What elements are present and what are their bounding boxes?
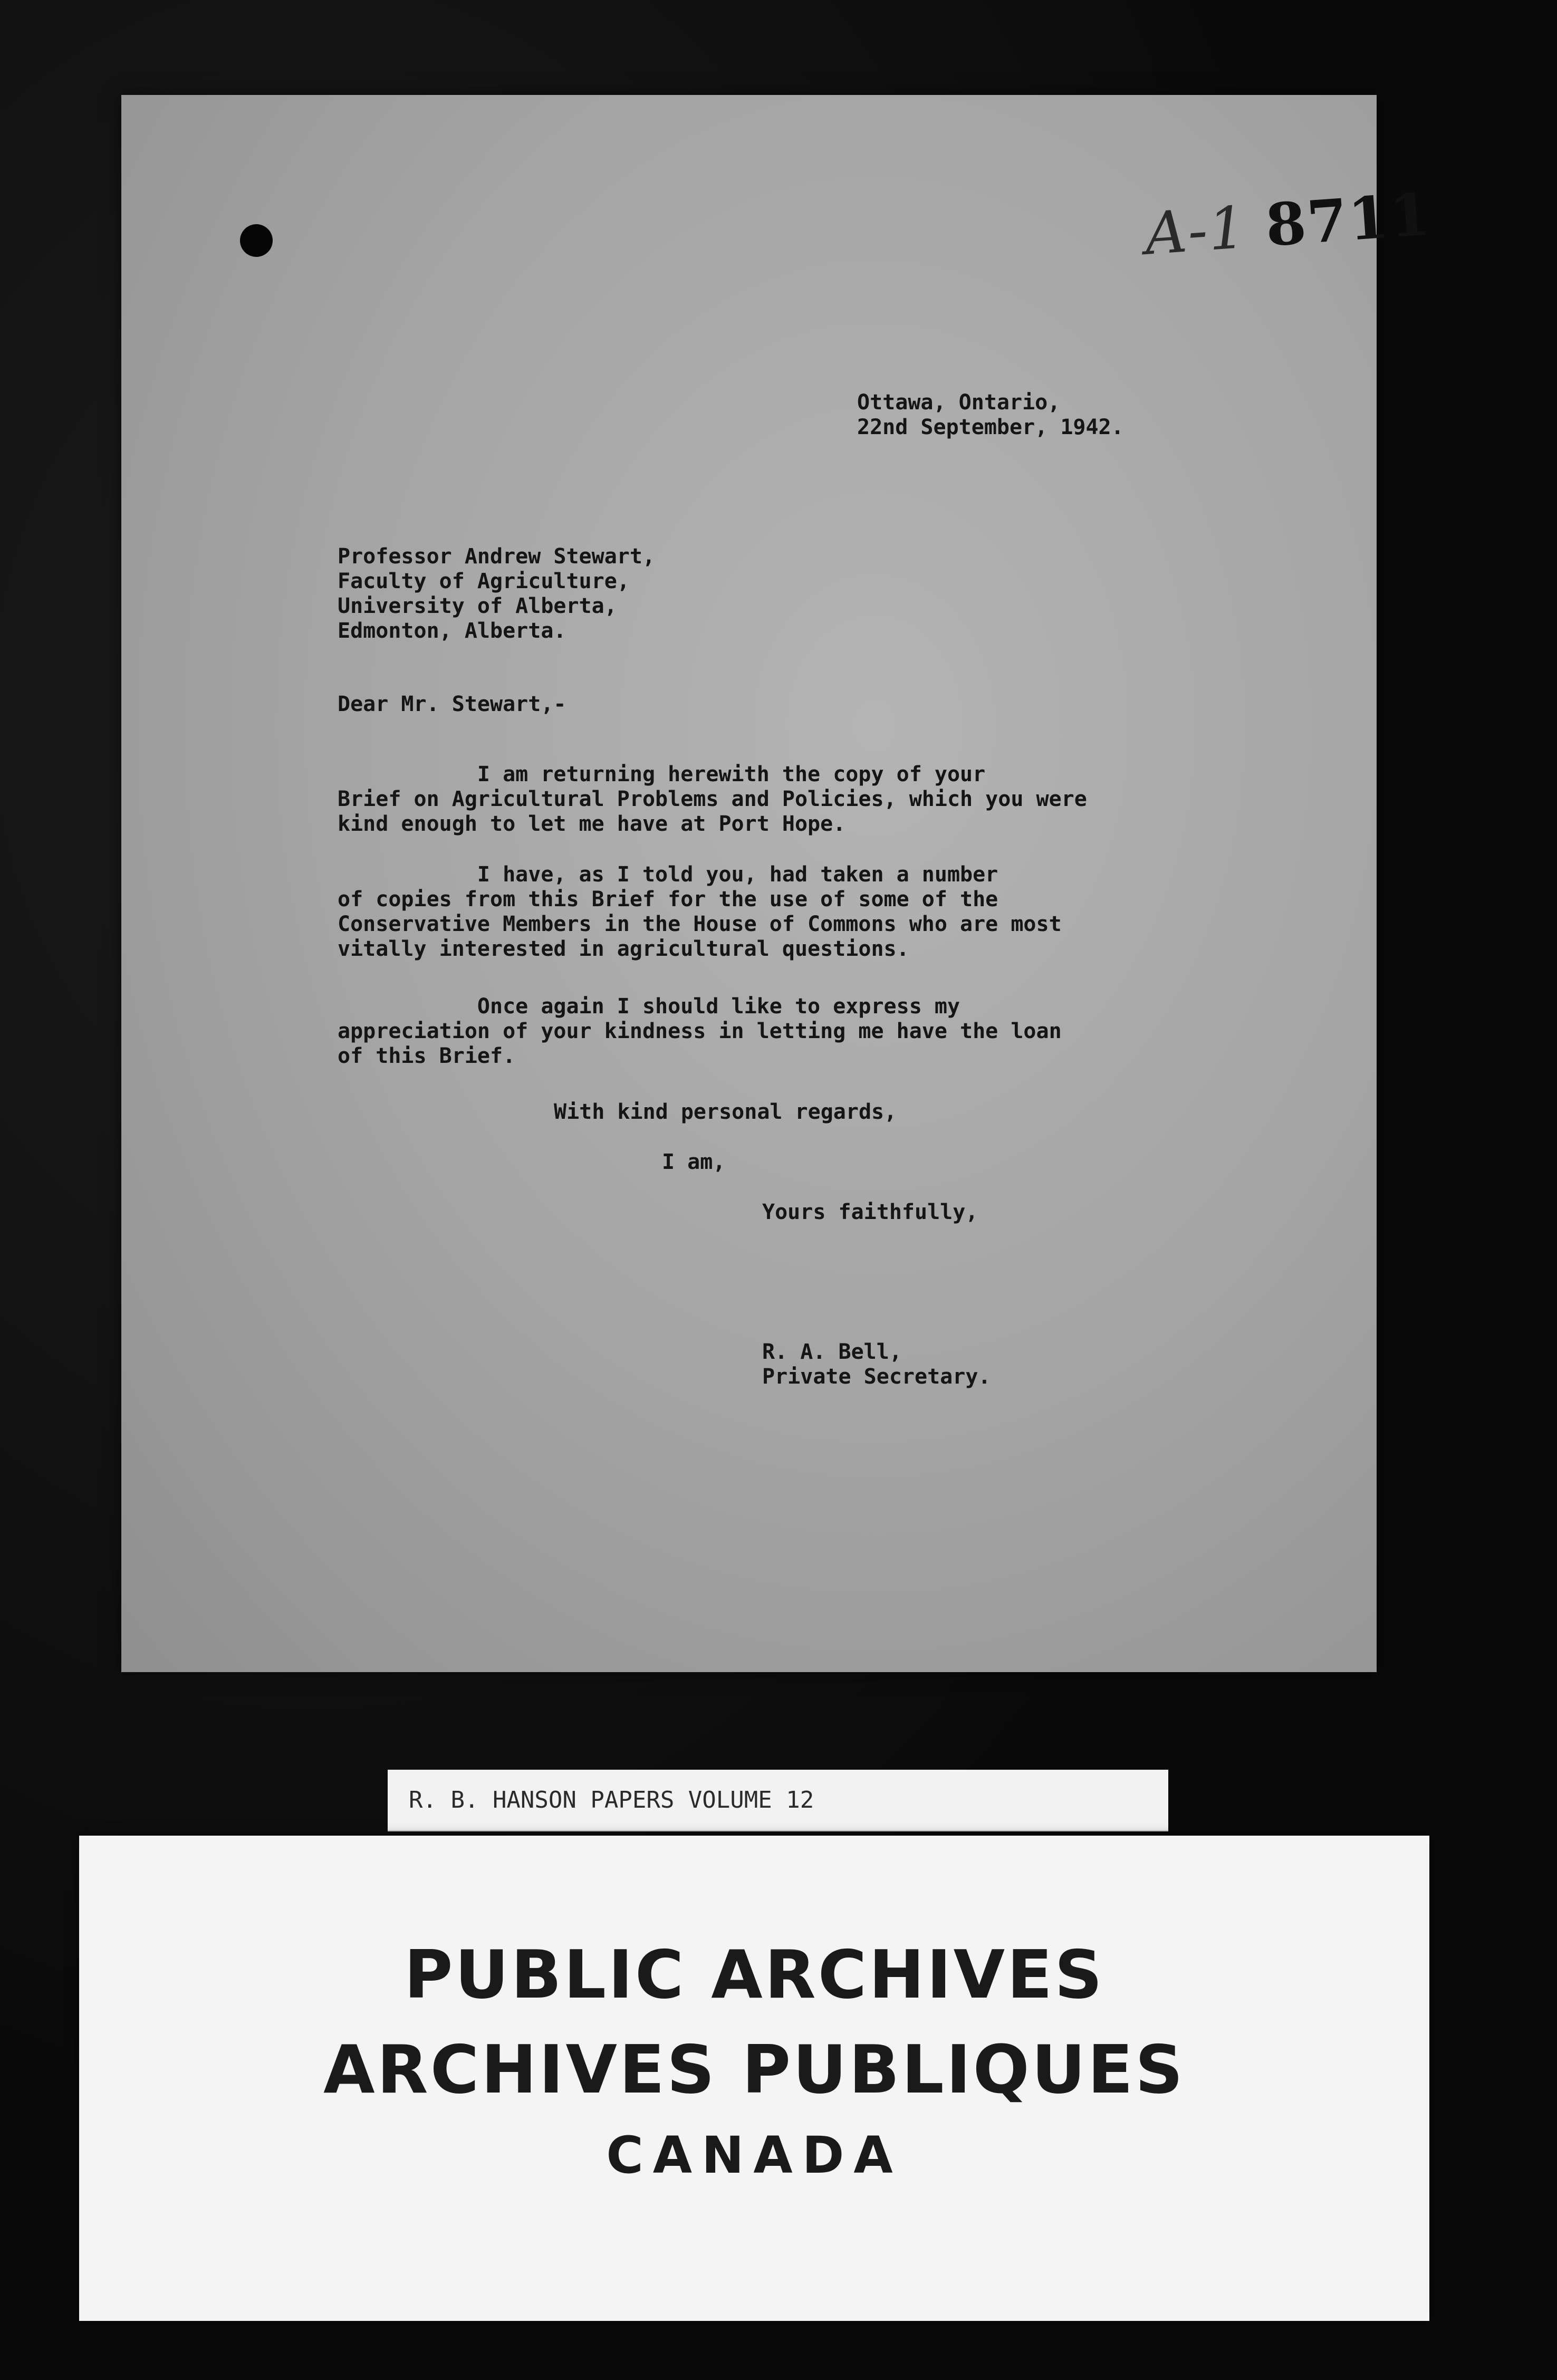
- recipient-address: Professor Andrew Stewart, Faculty of Agriculture, University of Alberta, Edmonton, Alberta.: [338, 544, 656, 643]
- reference-stamped: 8711: [1263, 180, 1434, 260]
- closing-i-am: I am,: [662, 1150, 726, 1174]
- punch-hole: [240, 224, 273, 257]
- signature-block: R. A. Bell, Private Secretary.: [762, 1340, 991, 1389]
- body-paragraph-1: I am returning herewith the copy of your Brief on Agricultural Problems and Policies, which you were kind enough to let me have at Port Hope.: [338, 762, 1087, 836]
- archives-title-french: ARCHIVES PUBLIQUES: [323, 2031, 1185, 2108]
- collection-label-text: R. B. HANSON PAPERS VOLUME 12: [409, 1787, 814, 1813]
- body-paragraph-3: Once again I should like to express my appreciation of your kindness in letting me have the loan of this Brief.: [338, 994, 1062, 1068]
- body-paragraph-2: I have, as I told you, had taken a number of copies from this Brief for the use of some of the Conservative Members in the House of Commons who are most vitally interested in agricultural questions.: [338, 862, 1062, 961]
- salutation: Dear Mr. Stewart,-: [338, 692, 566, 716]
- closing-yours-faithfully: Yours faithfully,: [762, 1200, 978, 1224]
- archives-title-english: PUBLIC ARCHIVES: [404, 1936, 1104, 2013]
- reference-handwritten: A-1: [1142, 193, 1249, 268]
- closing-regards: With kind personal regards,: [554, 1100, 897, 1124]
- collection-label: [388, 1770, 1168, 1831]
- archives-country: CANADA: [606, 2126, 902, 2185]
- letter-date-place: Ottawa, Ontario, 22nd September, 1942.: [857, 390, 1124, 439]
- archives-card: [79, 1836, 1429, 2321]
